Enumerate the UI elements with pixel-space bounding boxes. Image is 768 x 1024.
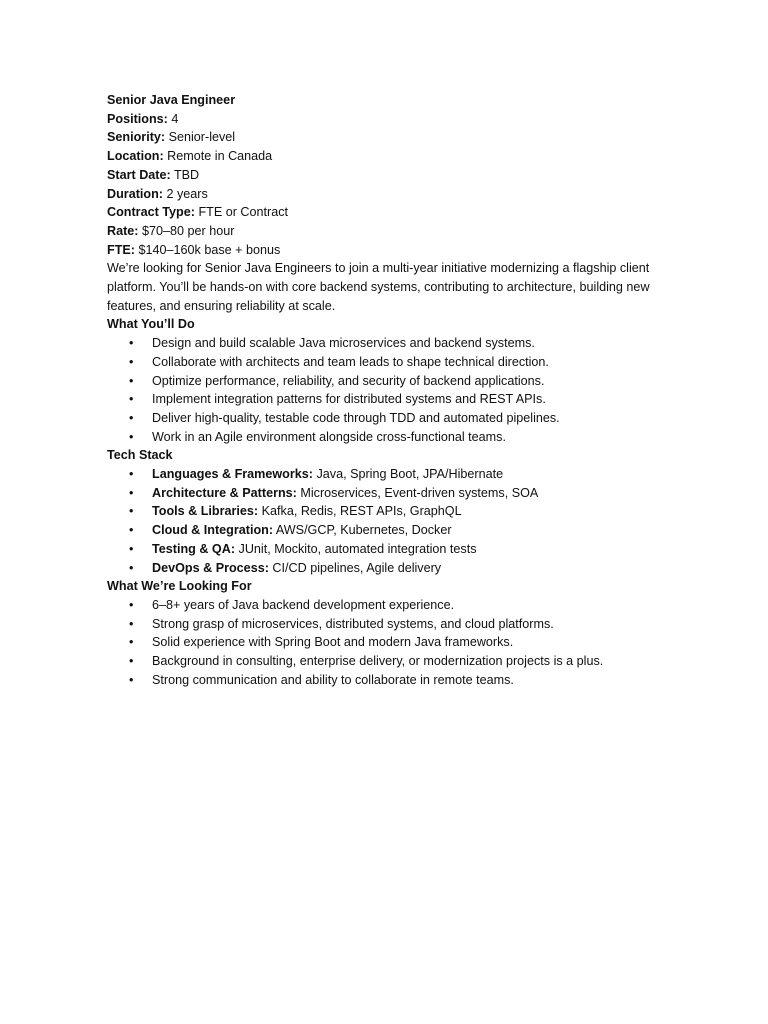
detail-label: Contract Type: [107, 205, 195, 220]
tech-label: Tools & Libraries: [152, 504, 259, 519]
bullet-icon: • [129, 541, 134, 556]
bullet-icon: • [129, 429, 134, 444]
looking-for-list [107, 596, 678, 690]
detail-contract-type [107, 203, 678, 222]
list-item-text: Strong communication and ability to collaborate in remote teams. [152, 672, 514, 687]
list-item [107, 521, 678, 540]
tech-value: AWS/GCP, Kubernetes, Docker [275, 523, 452, 538]
list-item-text: Strong grasp of microservices, distributed systems, and cloud platforms. [152, 616, 554, 631]
list-item [107, 540, 678, 559]
tech-value: Microservices, Event-driven systems, SOA [300, 485, 539, 500]
detail-value: 4 [171, 111, 179, 126]
bullet-icon: • [129, 672, 134, 687]
list-item [107, 409, 678, 428]
detail-start-date [107, 166, 678, 185]
detail-value: FTE or Contract [198, 205, 289, 220]
bullet-icon: • [129, 373, 134, 388]
detail-value: Senior-level [168, 130, 236, 145]
bullet-icon: • [129, 560, 134, 575]
bullet-icon: • [129, 635, 134, 650]
job-details [107, 110, 678, 260]
tech-label: Languages & Frameworks: [152, 467, 313, 482]
bullet-icon: • [129, 504, 134, 519]
tech-value: JUnit, Mockito, automated integration tests [238, 541, 477, 556]
list-item [107, 353, 678, 372]
list-item [107, 428, 678, 447]
list-item-text: Background in consulting, enterprise delivery, or modernization projects is a plus. [152, 654, 604, 669]
detail-duration [107, 185, 678, 204]
list-item [107, 484, 678, 503]
bullet-icon: • [129, 654, 134, 669]
section-heading-tech-stack: Tech Stack [107, 448, 173, 463]
detail-fte [107, 241, 678, 260]
tech-label: Cloud & Integration: [152, 523, 274, 538]
detail-label: Location: [107, 149, 164, 164]
detail-value: $140–160k base + bonus [138, 242, 281, 257]
list-item [107, 390, 678, 409]
tech-value: Java, Spring Boot, JPA/Hibernate [316, 467, 504, 482]
detail-value: TBD [173, 167, 200, 182]
tech-label: Architecture & Patterns: [152, 485, 297, 500]
list-item [107, 372, 678, 391]
detail-label: FTE: [107, 242, 135, 257]
detail-rate [107, 222, 678, 241]
detail-seniority [107, 128, 678, 147]
list-item [107, 633, 678, 652]
bullet-icon: • [129, 523, 134, 538]
list-item [107, 334, 678, 353]
bullet-icon: • [129, 392, 134, 407]
detail-value: Remote in Canada [167, 149, 273, 164]
section-heading-looking-for: What We’re Looking For [107, 579, 252, 594]
list-item [107, 671, 678, 690]
list-item-text: Implement integration patterns for distributed systems and REST APIs. [152, 392, 546, 407]
list-item [107, 615, 678, 634]
bullet-icon: • [129, 597, 134, 612]
intro-paragraph: We’re looking for Senior Java Engineers to join a multi-year initiative modernizing a flagship client platform. You’ll be hands-on with core backend systems, contributing to architecture, building new features, and ensuring reliability at scale. [107, 261, 650, 313]
detail-label: Duration: [107, 186, 163, 201]
list-item-text: Deliver high-quality, testable code through TDD and automated pipelines. [152, 410, 560, 425]
bullet-icon: • [129, 336, 134, 351]
bullet-icon: • [129, 485, 134, 500]
tech-stack-list [107, 465, 678, 577]
detail-label: Seniority: [107, 130, 166, 145]
tech-value: Kafka, Redis, REST APIs, GraphQL [261, 504, 462, 519]
bullet-icon: • [129, 354, 134, 369]
detail-value: 2 years [166, 186, 208, 201]
detail-value: $70–80 per hour [142, 223, 235, 238]
section-heading-what-you-do: What You’ll Do [107, 317, 195, 332]
list-item [107, 596, 678, 615]
list-item-text: Collaborate with architects and team leads to shape technical direction. [152, 354, 549, 369]
tech-label: DevOps & Process: [152, 560, 269, 575]
detail-positions [107, 110, 678, 129]
list-item [107, 652, 678, 671]
bullet-icon: • [129, 467, 134, 482]
list-item-text: Optimize performance, reliability, and security of backend applications. [152, 373, 545, 388]
list-item [107, 559, 678, 578]
job-title: Senior Java Engineer [107, 93, 236, 107]
bullet-icon: • [129, 616, 134, 631]
list-item [107, 502, 678, 521]
detail-label: Start Date: [107, 167, 171, 182]
what-you-do-list [107, 334, 678, 446]
detail-label: Rate: [107, 223, 139, 238]
list-item [107, 465, 678, 484]
list-item-text: Solid experience with Spring Boot and modern Java frameworks. [152, 635, 514, 650]
list-item-text: Design and build scalable Java microservices and backend systems. [152, 336, 535, 351]
detail-label: Positions: [107, 111, 168, 126]
list-item-text: Work in an Agile environment alongside cross-functional teams. [152, 429, 506, 444]
tech-label: Testing & QA: [152, 541, 236, 556]
bullet-icon: • [129, 410, 134, 425]
list-item-text: 6–8+ years of Java backend development experience. [152, 597, 455, 612]
detail-location [107, 147, 678, 166]
tech-value: CI/CD pipelines, Agile delivery [272, 560, 442, 575]
